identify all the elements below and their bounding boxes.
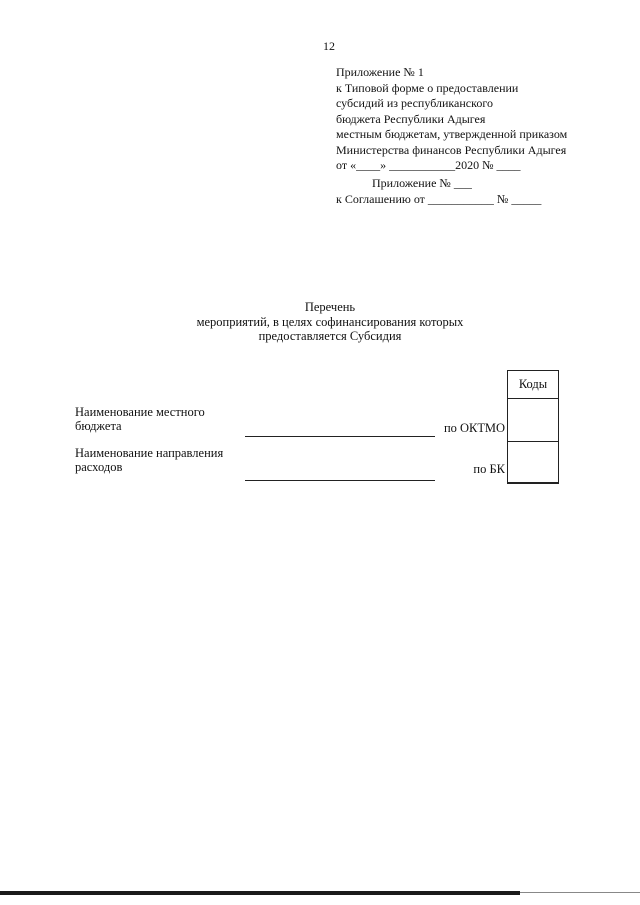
appendix-line: Приложение № 1 <box>336 65 424 79</box>
bk-label: по БК <box>473 462 505 476</box>
page-number: 12 <box>323 39 335 53</box>
agreement-date-line: к Соглашению от ___________ № _____ <box>336 191 542 206</box>
codes-header: Коды <box>508 371 558 399</box>
budget-name-label: Наименование местного бюджета <box>75 405 205 433</box>
expense-direction-field[interactable] <box>245 480 435 481</box>
oktmo-label: по ОКТМО <box>443 421 505 435</box>
page-bottom-border <box>0 891 520 895</box>
codes-table <box>507 370 559 484</box>
title-line: предоставляется Субсидия <box>258 329 402 343</box>
appendix-line: местным бюджетам, утвержденной приказом <box>336 127 568 141</box>
bk-code-cell[interactable] <box>508 442 558 484</box>
appendix-line: бюджета Республики Адыгея <box>336 111 486 126</box>
agreement-reference <box>336 176 541 207</box>
appendix-line: Министерства финансов Республики Адыгея <box>336 142 567 157</box>
expense-direction-label: Наименование направления расходов <box>75 446 224 474</box>
appendix-reference <box>336 65 567 174</box>
oktmo-code-cell[interactable] <box>508 399 558 442</box>
page-bottom-border-tail <box>520 892 640 893</box>
appendix-line: субсидий из республиканского <box>336 96 493 110</box>
agreement-appendix-number: Приложение № ___ <box>372 176 472 190</box>
budget-name-field[interactable] <box>245 436 435 437</box>
appendix-line: от «____» ___________2020 № ____ <box>336 158 521 172</box>
document-title <box>150 300 510 344</box>
title-heading: Перечень <box>304 300 356 314</box>
title-line: мероприятий, в целях софинансирования которых <box>196 314 464 329</box>
appendix-line: к Типовой форме о предоставлении <box>336 80 519 95</box>
